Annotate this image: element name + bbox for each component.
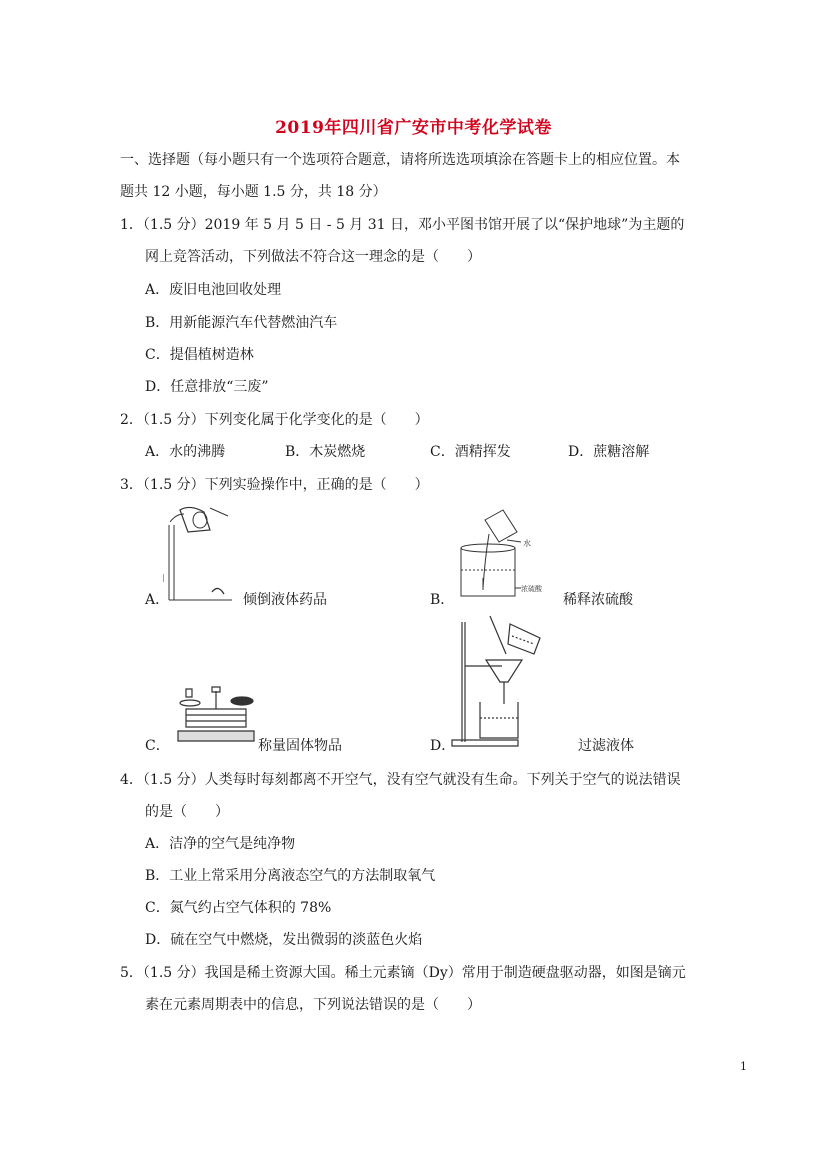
q1-option-d: D．任意排放“三废” — [145, 379, 269, 395]
section-header-line1: 一、选择题（每小题只有一个选项符合题意，请将所选选项填涂在答题卡上的相应位置。本 — [120, 152, 680, 168]
q2-option-c: C．酒精挥发 — [430, 444, 511, 460]
q3-option-a-letter: A． — [145, 592, 170, 608]
q3-option-d-letter: D． — [430, 738, 456, 754]
q4-option-c: C．氮气约占空气体积的 78% — [145, 900, 332, 916]
q3-stem: 3．（1.5 分）下列实验操作中，正确的是（ ） — [120, 477, 429, 493]
q2-option-a: A．水的沸腾 — [145, 444, 226, 460]
figure-dilute-acid — [455, 508, 560, 606]
figure-filtration — [450, 614, 555, 749]
q3-option-b-caption: 稀释浓硫酸 — [563, 592, 633, 608]
q4-option-a: A．洁净的空气是纯净物 — [145, 836, 296, 852]
q1-option-a: A．废旧电池回收处理 — [145, 282, 282, 298]
label-conc-acid: 浓硫酸 — [521, 585, 542, 593]
q4-stem-line1: 4．（1.5 分）人类每时每刻都离不开空气，没有空气就没有生命。下列关于空气的说法错误 — [120, 772, 681, 788]
q2-option-d: D．蔗糖溶解 — [568, 444, 650, 460]
q4-stem-line2: 的是（ ） — [145, 804, 229, 820]
page-number: 1 — [740, 1060, 747, 1073]
q2-stem: 2．（1.5 分）下列变化属于化学变化的是（ ） — [120, 412, 429, 428]
q5-stem-line1: 5．（1.5 分）我国是稀土资源大国。稀土元素镝（Dy）常用于制造硬盘驱动器，如图是镝元 — [120, 965, 686, 981]
figure-pour-liquid — [160, 500, 240, 605]
q3-option-c-caption: 称量固体物品 — [258, 738, 342, 754]
q4-option-b: B．工业上常采用分离液态空气的方法制取氧气 — [145, 868, 436, 884]
q1-option-c: C．提倡植树造林 — [145, 347, 254, 363]
q1-option-b: B．用新能源汽车代替燃油汽车 — [145, 315, 338, 331]
q5-stem-line2: 素在元素周期表中的信息，下列说法错误的是（ ） — [145, 997, 481, 1013]
q3-option-a-caption: 倾倒液体药品 — [243, 592, 327, 608]
page-title: 2019年四川省广安市中考化学试卷 — [275, 118, 552, 138]
q1-stem-line1: 1．（1.5 分）2019 年 5 月 5 日 - 5 月 31 日，邓小平图书馆开展了以“保护地球”为主题的 — [120, 217, 685, 233]
q1-stem-line2: 网上竞答活动，下列做法不符合这一理念的是（ ） — [145, 249, 481, 265]
q3-option-d-caption: 过滤液体 — [578, 738, 634, 754]
q3-option-c-letter: C． — [145, 738, 170, 754]
svg-text:|: | — [162, 573, 165, 582]
q4-option-d: D．硫在空气中燃烧，发出微弱的淡蓝色火焰 — [145, 932, 423, 948]
section-header-line2: 题共 12 小题，每小题 1.5 分，共 18 分） — [120, 184, 387, 200]
label-water: 水 — [523, 539, 531, 548]
q2-option-b: B．木炭燃烧 — [285, 444, 366, 460]
figure-balance — [170, 683, 262, 745]
q3-option-b-letter: B． — [430, 592, 455, 608]
